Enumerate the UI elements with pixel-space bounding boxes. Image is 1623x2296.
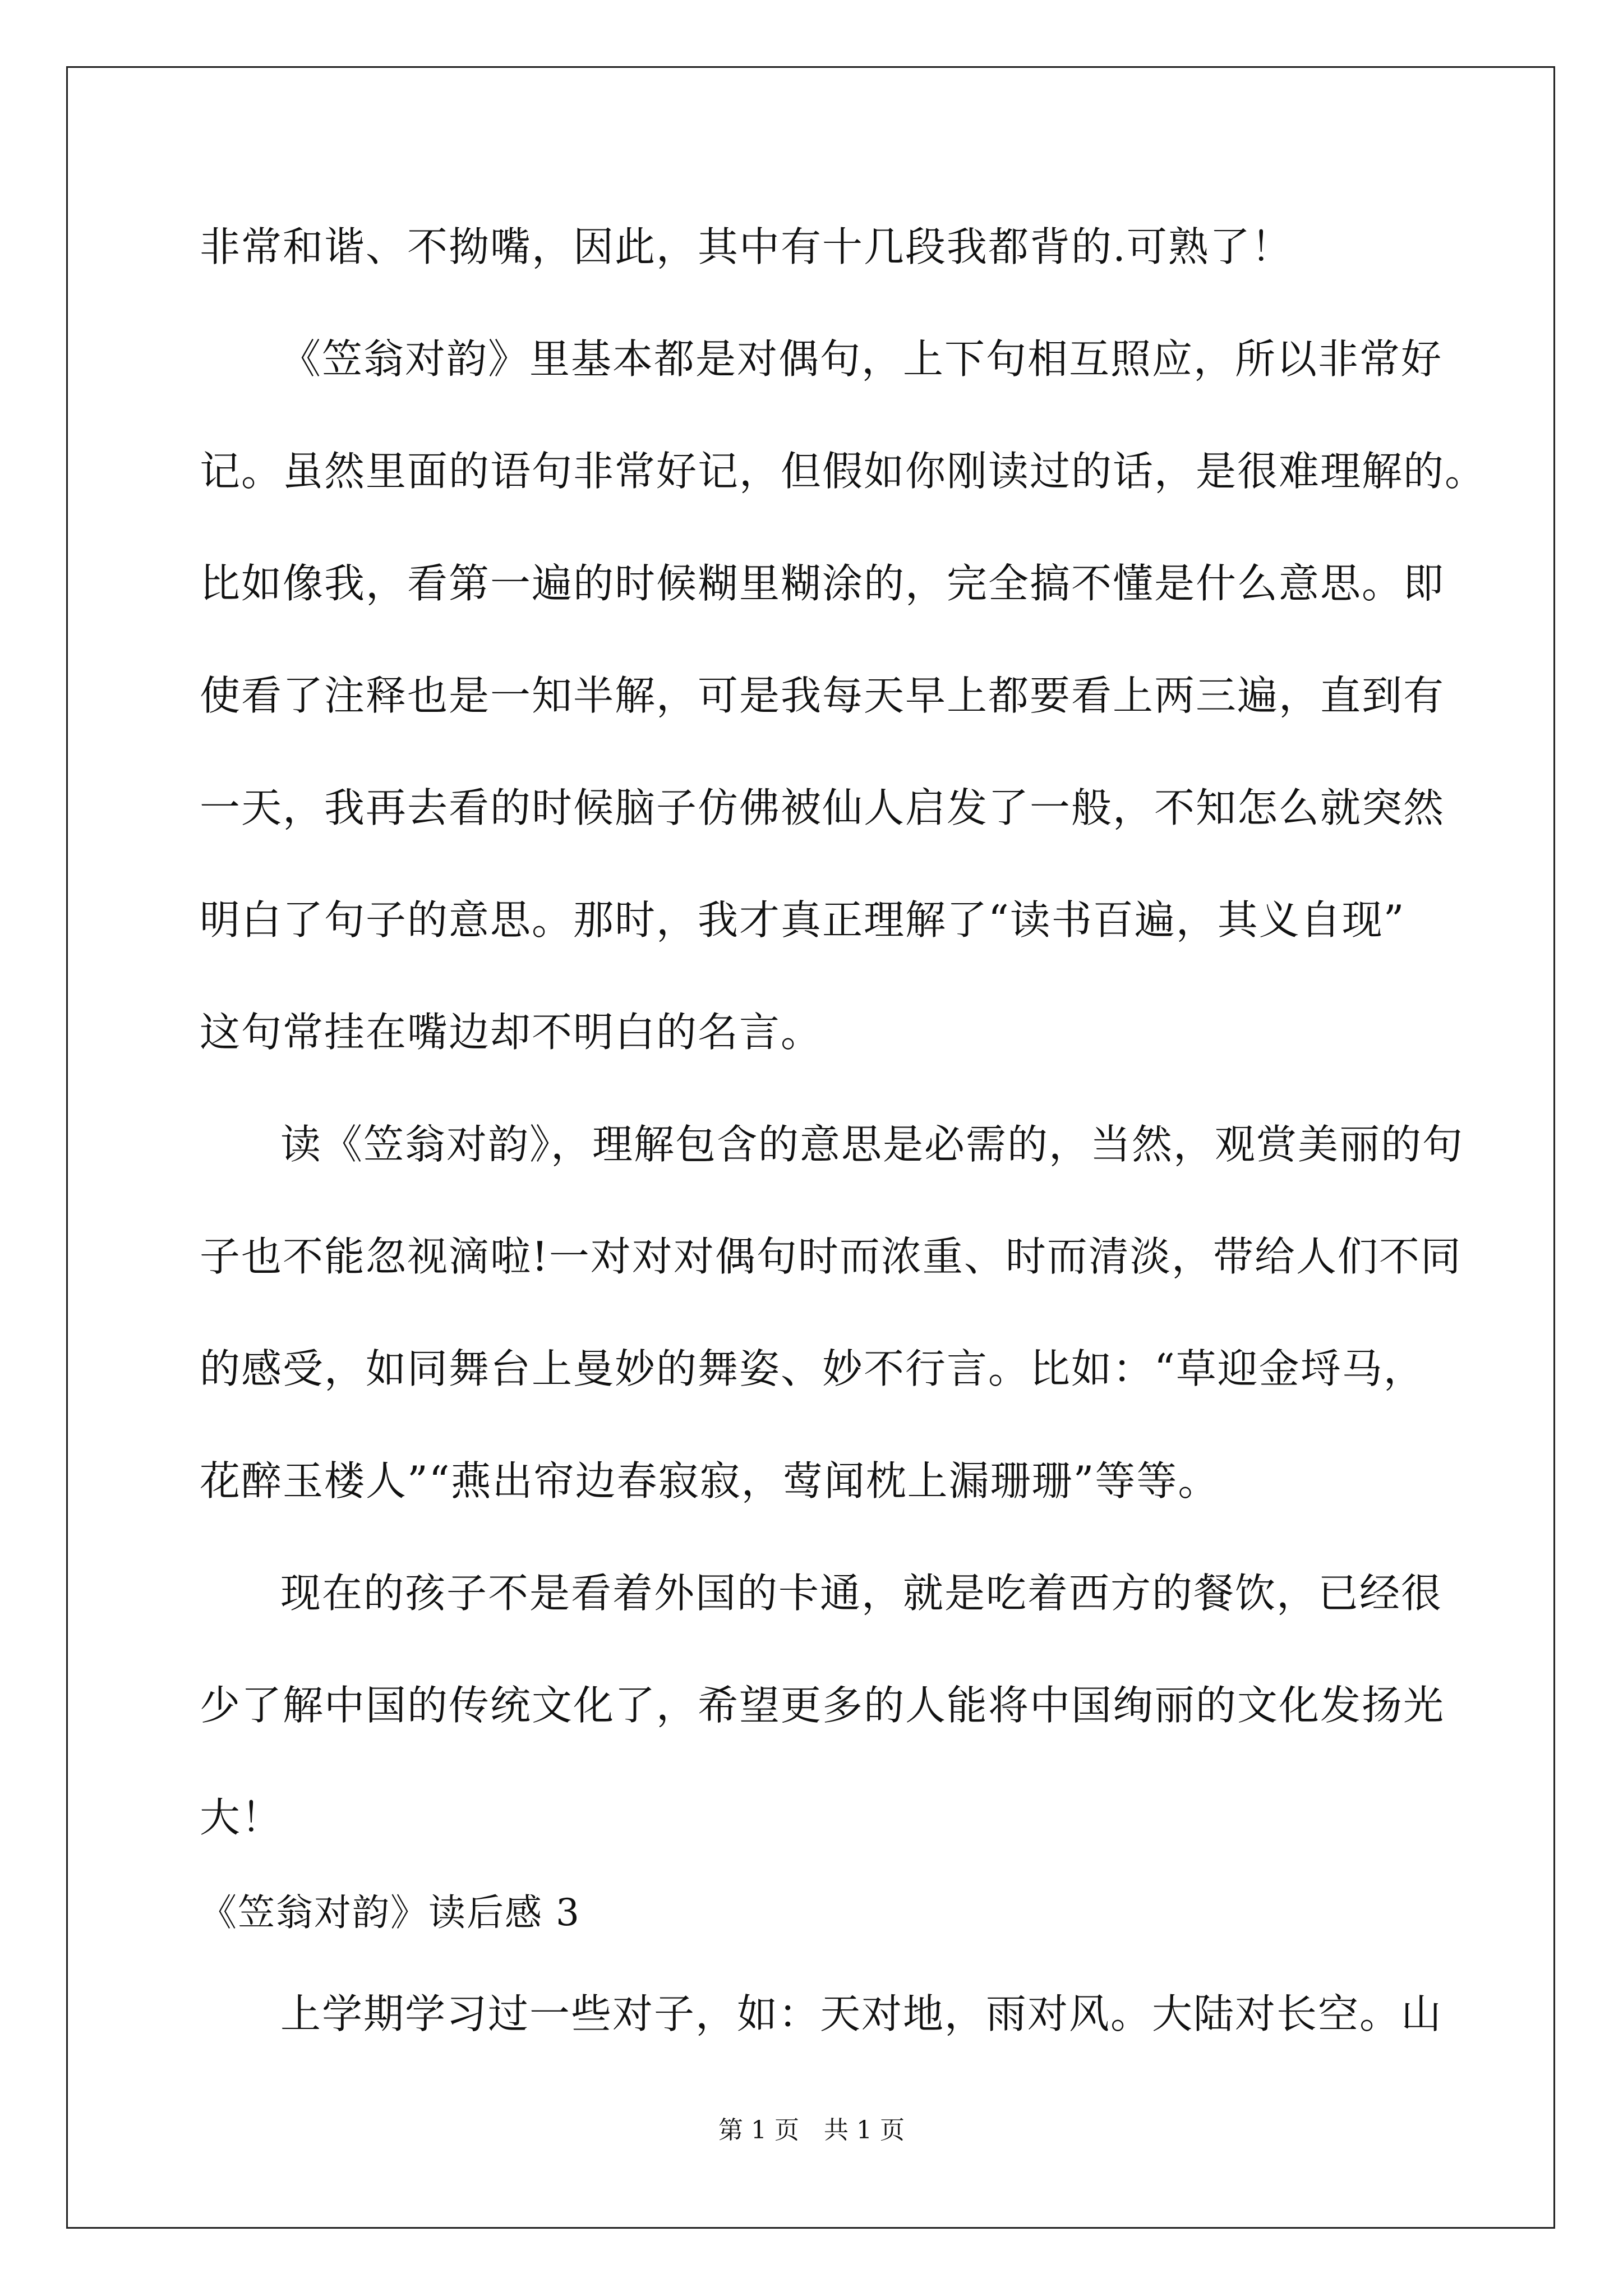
text-line-2: 《笠翁对韵》里基本都是对偶句，上下句相互照应，所以非常好	[280, 335, 1443, 383]
text-line-3: 记。虽然里面的语句非常好记，但假如你刚读过的话，是很难理解的。	[200, 448, 1487, 495]
text-line-15: 大！	[200, 1794, 283, 1841]
text-line-8: 这句常挂在嘴边却不明白的名言。	[200, 1009, 823, 1056]
text-line-13: 现在的孩子不是看着外国的卡通，就是吃着西方的餐饮，已经很	[280, 1570, 1443, 1617]
text-line-6: 一天，我再去看的时候脑子仿佛被仙人启发了一般，不知怎么就突然	[200, 784, 1445, 831]
text-line-11: 的感受，如同舞台上曼妙的舞姿、妙不行言。比如：“草迎金埒马，	[200, 1345, 1425, 1392]
text-line-10: 子也不能忽视滴啦!一对对对偶句时而浓重、时而清淡，带给人们不同	[200, 1233, 1462, 1280]
text-line-12: 花醉玉楼人”“燕出帘边春寂寂，莺闻枕上漏珊珊”等等。	[200, 1457, 1220, 1504]
page-footer: 第 1 页 共 1 页	[718, 2116, 905, 2145]
text-line-7: 明白了句子的意思。那时，我才真正理解了“读书百遍，其义自现”	[200, 896, 1405, 944]
section-heading: 《笠翁对韵》读后感 3	[200, 1891, 580, 1934]
text-line-14: 少了解中国的传统文化了，希望更多的人能将中国绚丽的文化发扬光	[200, 1682, 1445, 1729]
text-line-16: 上学期学习过一些对子，如：天对地，雨对风。大陆对长空。山	[280, 1990, 1443, 2037]
text-line-5: 使看了注释也是一知半解，可是我每天早上都要看上两三遍，直到有	[200, 672, 1445, 719]
text-line-9: 读《笠翁对韵》，理解包含的意思是必需的，当然，观赏美丽的句	[280, 1121, 1464, 1168]
text-line-1: 非常和谐、不拗嘴，因此，其中有十几段我都背的.可熟了！	[200, 223, 1293, 270]
text-line-4: 比如像我，看第一遍的时候糊里糊涂的，完全搞不懂是什么意思。即	[200, 560, 1445, 607]
